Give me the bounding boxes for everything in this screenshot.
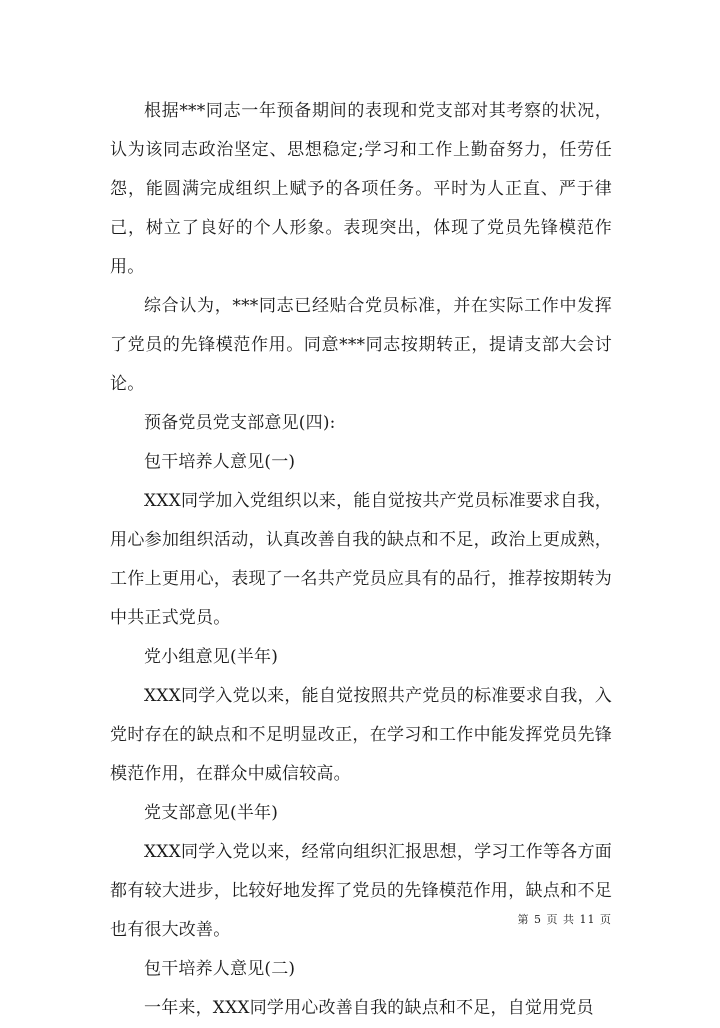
paragraph-trainer-opinion-2: 一年来，XXX同学用心改善自我的缺点和不足，自觉用党员	[144, 998, 594, 1018]
section-heading-trainer-opinion-2: 包干培养人意见(二)	[144, 959, 296, 979]
paragraph-trainer-opinion-1: XXX同学加入党组织以来，能自觉按共产党员标准要求自我，用心参加组织活动，认真改善自我的缺点和不足，政治上更成熟，工作上更用心，表现了一名共产党员应具有的品行，推荐按期转为中共正式党员。	[110, 491, 612, 628]
paragraph-group-opinion: XXX同学入党以来，能自觉按照共产党员的标准要求自我，入党时存在的缺点和不足明显改正，在学习和工作中能发挥党员先锋模范作用，在群众中威信较高。	[110, 686, 612, 784]
section-heading-branch-opinion: 党支部意见(半年)	[144, 803, 279, 823]
paragraph-conclusion: 综合认为，***同志已经贴合党员标准，并在实际工作中发挥了党员的先锋模范作用。同意***同志按期转正，提请支部大会讨论。	[110, 296, 612, 394]
section-heading-group-opinion: 党小组意见(半年)	[144, 647, 279, 667]
page-number: 第 5 页 共 11 页	[517, 913, 612, 926]
document-body	[110, 92, 612, 1028]
section-heading-trainer-opinion-1: 包干培养人意见(一)	[144, 452, 296, 472]
section-heading-branch-opinion-4: 预备党员党支部意见(四):	[144, 413, 336, 433]
paragraph-assessment: 根据***同志一年预备期间的表现和党支部对其考察的状况，认为该同志政治坚定、思想稳定;学习和工作上勤奋努力，任劳任怨，能圆满完成组织上赋予的各项任务。平时为人正直、严于律己，树立了良好的个人形象。表现突出，体现了党员先锋模范作用。	[110, 101, 612, 277]
paragraph-branch-opinion: XXX同学入党以来，经常向组织汇报思想，学习工作等各方面都有较大进步，比较好地发挥了党员的先锋模范作用，缺点和不足也有很大改善。	[110, 842, 612, 940]
